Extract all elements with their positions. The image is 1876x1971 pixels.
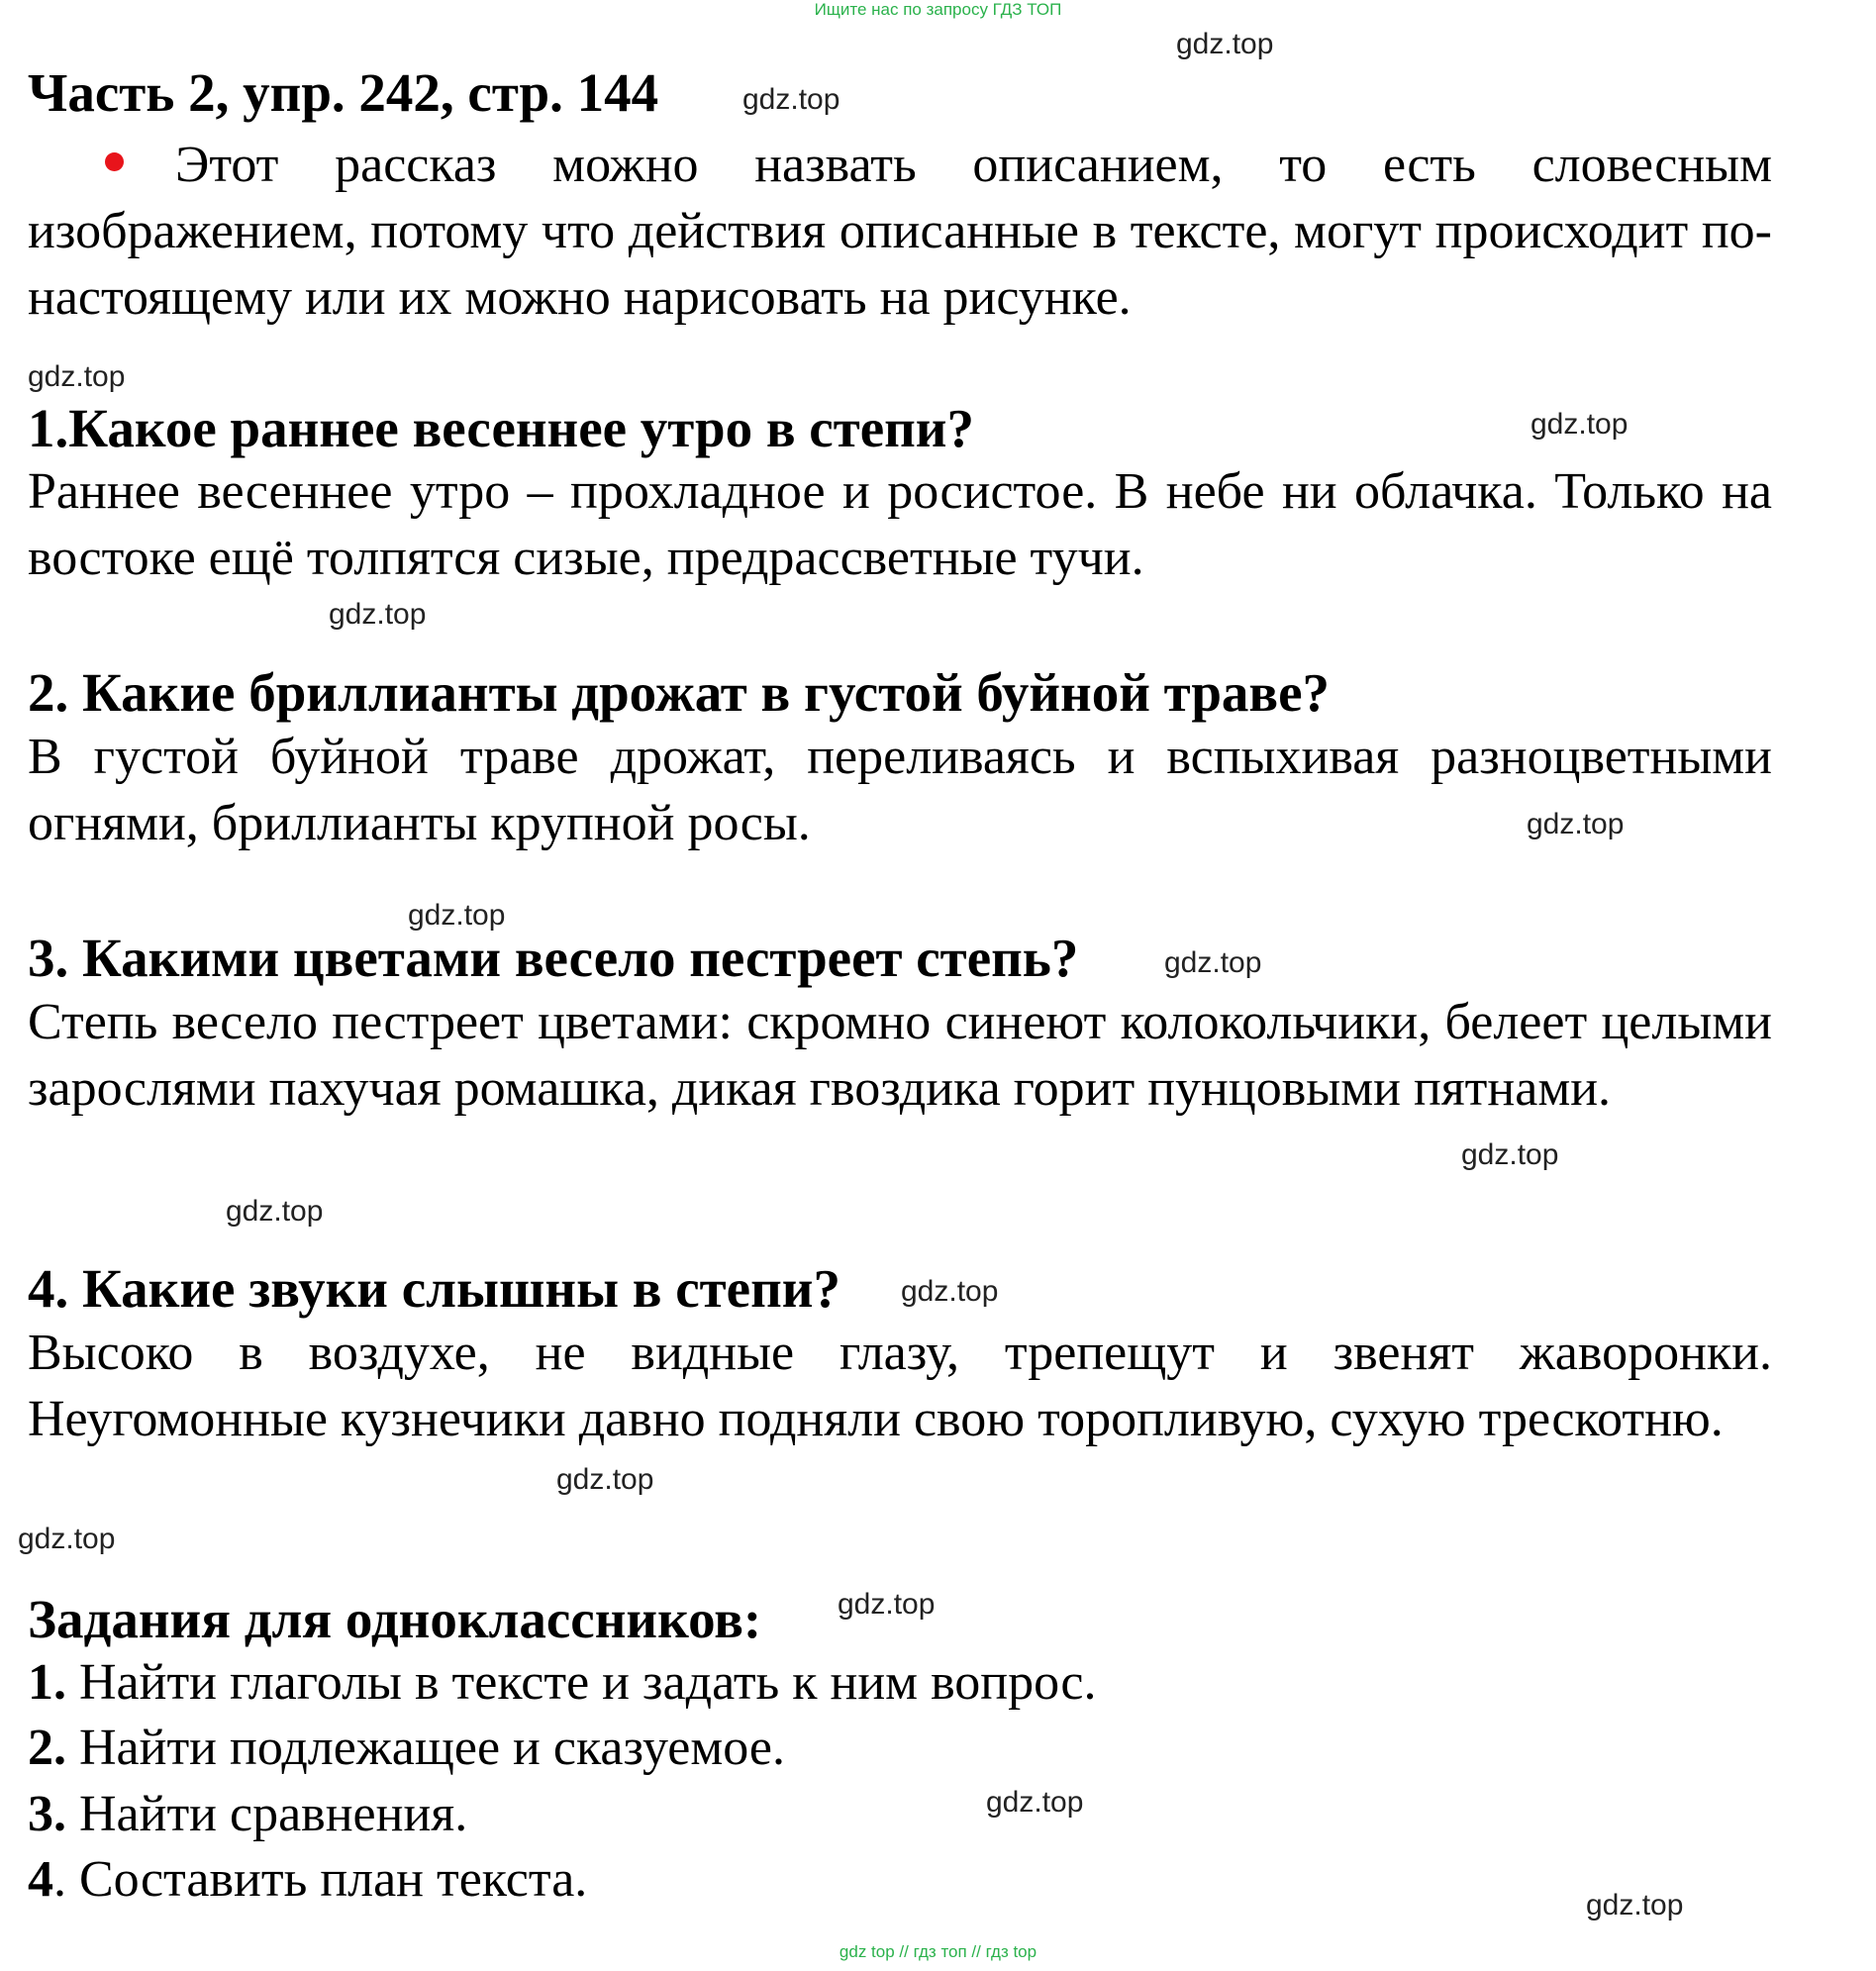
watermark: gdz.top bbox=[1176, 28, 1274, 60]
watermark: gdz.top bbox=[986, 1786, 1084, 1819]
answer-4: Высоко в воздухе, не видные глазу, трепещут и звенят жаворонки. Неугомонные кузнечики давно подняли свою торопливую, сухую трескотню. bbox=[28, 1325, 1772, 1447]
watermark: gdz.top bbox=[408, 899, 506, 932]
top-banner: Ищите нас по запросу ГДЗ ТОП bbox=[814, 0, 1062, 19]
watermark: gdz.top bbox=[556, 1463, 654, 1496]
question-2: 2. Какие бриллианты дрожат в густой буйной траве? bbox=[28, 662, 1331, 723]
answer-2: В густой буйной траве дрожат, переливаясь и вспыхивая разноцветными огнями, бриллианты крупной росы. bbox=[28, 729, 1772, 851]
tasks-heading: Задания для одноклассников: bbox=[28, 1589, 762, 1649]
page-title: Часть 2, упр. 242, стр. 144 bbox=[28, 62, 659, 123]
watermark: gdz.top bbox=[18, 1523, 116, 1555]
intro-text: Этот рассказ можно назвать описанием, то есть словесным изображением, потому что действия описанные в тексте, могут происходит по-настоящему или их можно нарисовать на рисунке. bbox=[28, 137, 1772, 326]
bullet-dot-icon bbox=[105, 152, 124, 171]
watermark: gdz.top bbox=[901, 1275, 999, 1308]
task-item: 1. Найти глаголы в тексте и задать к ним вопрос. bbox=[28, 1654, 1097, 1711]
task-item: 3. Найти сравнения. bbox=[28, 1786, 468, 1842]
question-3: 3. Какими цветами весело пестреет степь? bbox=[28, 928, 1079, 988]
task-item: 2. Найти подлежащее и сказуемое. bbox=[28, 1720, 785, 1776]
answer-1: Раннее весеннее утро – прохладное и росистое. В небе ни облачка. Только на востоке ещё толпятся сизые, предрассветные тучи. bbox=[28, 463, 1772, 586]
watermark: gdz.top bbox=[838, 1588, 936, 1621]
watermark: gdz.top bbox=[1461, 1138, 1559, 1171]
answer-3: Степь весело пестреет цветами: скромно синеют колокольчики, белеет целыми зарослями пахучая ромашка, дикая гвоздика горит пунцовыми пятнами. bbox=[28, 994, 1772, 1117]
watermark: gdz.top bbox=[28, 360, 126, 393]
bottom-banner: gdz top // гдз топ // гдз top bbox=[839, 1942, 1037, 1961]
question-1: 1.Какое раннее весеннее утро в степи? bbox=[28, 398, 975, 458]
watermark: gdz.top bbox=[329, 598, 427, 631]
task-item: 4. Составить план текста. bbox=[28, 1851, 588, 1908]
watermark: gdz.top bbox=[1530, 408, 1629, 441]
watermark: gdz.top bbox=[1586, 1889, 1684, 1922]
intro-paragraph bbox=[28, 132, 1772, 331]
question-4: 4. Какие звуки слышны в степи? bbox=[28, 1258, 840, 1319]
watermark: gdz.top bbox=[1164, 946, 1262, 979]
watermark: gdz.top bbox=[742, 83, 840, 116]
watermark: gdz.top bbox=[1527, 808, 1625, 840]
watermark: gdz.top bbox=[226, 1195, 324, 1228]
